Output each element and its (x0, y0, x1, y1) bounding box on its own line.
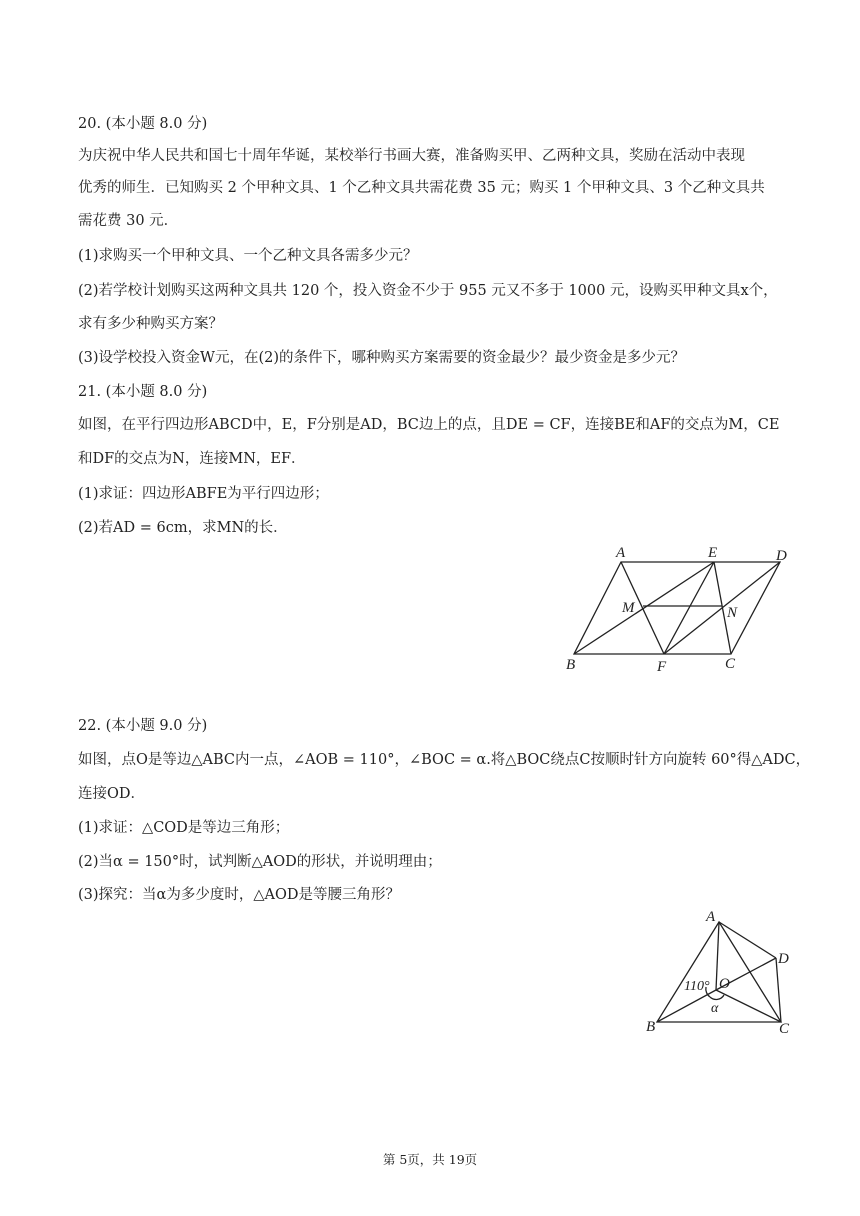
label-B: B (646, 1019, 656, 1035)
q20-part-1: (1)求购买一个甲种文具、一个乙种文具各需多少元？ (78, 248, 418, 264)
q21-part-1: (1)求证：四边形ABFE为平行四边形； (78, 486, 329, 502)
label-110-degrees: 110° (684, 979, 710, 994)
label-D: D (778, 951, 789, 967)
label-N: N (727, 605, 738, 621)
q21-header: 21. (本小题 8.0 分) (78, 384, 208, 400)
q20-part-2: (2)若学校计划购买这两种文具共 120 个，投入资金不少于 955 元又不多于 1000 元，设购买甲种文具x个， (78, 283, 778, 299)
q20-header: 20. (本小题 8.0 分) (78, 116, 208, 132)
triangle-figure (640, 905, 800, 1040)
q20-part-2-cont: 求有多少种购买方案？ (78, 316, 223, 332)
q21-text-line-2: 和DF的交点为N，连接MN，EF． (78, 451, 306, 467)
label-C: C (779, 1021, 790, 1037)
label-A: A (616, 545, 626, 561)
q22-text-line-2: 连接OD． (78, 786, 146, 802)
q21-text-line-1: 如图，在平行四边形ABCD中，E，F分别是AD，BC边上的点，且DE = CF，连接BE和AF的交点为M，CE (78, 417, 780, 433)
q20-text-line-2: 优秀的师生．已知购买 2 个甲种文具、1 个乙种文具共需花费 35 元；购买 1 个甲种文具、3 个乙种文具共 (78, 180, 765, 196)
label-alpha: α (711, 1001, 719, 1016)
q20-text-line-3: 需花费 30 元． (78, 213, 179, 229)
q21-part-2: (2)若AD = 6cm，求MN的长． (78, 520, 288, 536)
label-B: B (566, 657, 576, 673)
label-M: M (622, 600, 635, 616)
parallelogram-figure (555, 540, 805, 675)
q22-part-3: (3)探究：当α为多少度时，△AOD是等腰三角形？ (78, 887, 400, 903)
label-O: O (719, 976, 730, 992)
q22-header: 22. (本小题 9.0 分) (78, 718, 208, 734)
label-E: E (708, 545, 718, 561)
q22-part-1: (1)求证：△COD是等边三角形； (78, 820, 290, 836)
label-A: A (706, 909, 716, 925)
q20-text-line-1: 为庆祝中华人民共和国七十周年华诞，某校举行书画大赛，准备购买甲、乙两种文具，奖励在活动中表现 (78, 148, 745, 164)
q22-part-2: (2)当α = 150°时，试判断△AOD的形状，并说明理由； (78, 854, 442, 870)
label-F: F (657, 659, 667, 675)
page-footer: 第 5页，共 19页 (382, 1152, 478, 1167)
q22-text-line-1: 如图，点O是等边△ABC内一点，∠AOB = 110°，∠BOC = α.将△BOC绕点C按顺时针方向旋转 60°得△ADC， (78, 752, 811, 768)
label-D: D (776, 548, 787, 564)
q20-part-3: (3)设学校投入资金W元，在(2)的条件下，哪种购买方案需要的资金最少？最少资金是多少元？ (78, 350, 685, 366)
label-C: C (725, 656, 736, 672)
